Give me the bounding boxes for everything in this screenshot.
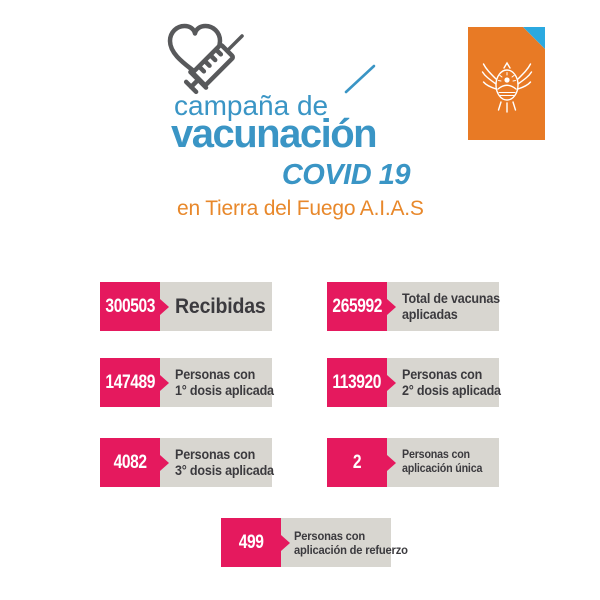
- stat-tercera-dosis: [100, 438, 272, 487]
- stat-value-badge: [100, 358, 160, 407]
- stat-primera-dosis: [100, 358, 272, 407]
- stat-label-box: [160, 282, 272, 331]
- stat-label: Personas con: [402, 367, 483, 382]
- stat-value: 499: [238, 531, 264, 553]
- stat-value-badge: [100, 282, 160, 331]
- stat-value: 113920: [332, 371, 382, 393]
- stat-value: 265992: [332, 295, 382, 317]
- stat-total-aplicadas: [327, 282, 499, 331]
- stat-aplicacion-unica: [327, 438, 499, 487]
- title-vacunacion: vacunación: [171, 112, 377, 156]
- stat-value-badge: [327, 282, 387, 331]
- stat-value: 2: [352, 451, 362, 473]
- stat-value: 4082: [113, 451, 147, 473]
- stat-label-box: Personas con 1° dosis aplicada: [160, 358, 272, 407]
- stat-label-box: Personas con aplicación única: [387, 438, 499, 487]
- stat-label: Recibidas: [175, 294, 266, 318]
- stat-value-badge: [327, 358, 387, 407]
- heart-and-syringe-icon: [156, 12, 268, 100]
- stat-label-box: Personas con aplicación de refuerzo: [281, 518, 391, 567]
- stat-value: 300503: [105, 295, 155, 317]
- stat-value-badge: [221, 518, 281, 567]
- tierra-del-fuego-logo: [468, 27, 545, 140]
- stat-label: Personas con: [175, 447, 256, 462]
- stat-label-box: Personas con 3° dosis aplicada: [160, 438, 272, 487]
- title-covid19: COVID 19: [281, 159, 410, 191]
- stat-label-box: Total de vacunas aplicadas: [387, 282, 499, 331]
- title-campana-de: campaña de: [174, 90, 329, 121]
- stat-label: Personas con: [294, 528, 365, 543]
- stat-value-badge: [100, 438, 160, 487]
- stat-segunda-dosis: [327, 358, 499, 407]
- stat-label: Total de vacunas: [402, 291, 500, 306]
- stat-value: 147489: [105, 371, 155, 393]
- stat-value-badge: [327, 438, 387, 487]
- stat-label: Personas con: [175, 367, 256, 382]
- stat-label-box: Personas con 2° dosis aplicada: [387, 358, 499, 407]
- stat-refuerzo: [221, 518, 408, 567]
- provincial-seal-icon: [481, 59, 533, 117]
- subtitle-tierra-del-fuego: en Tierra del Fuego A.I.A.S: [177, 197, 424, 220]
- logo-fold-corner-icon: [523, 27, 545, 49]
- stat-recibidas: [100, 282, 272, 331]
- blue-slash-icon: [344, 64, 376, 94]
- stat-label: Personas con: [402, 449, 470, 461]
